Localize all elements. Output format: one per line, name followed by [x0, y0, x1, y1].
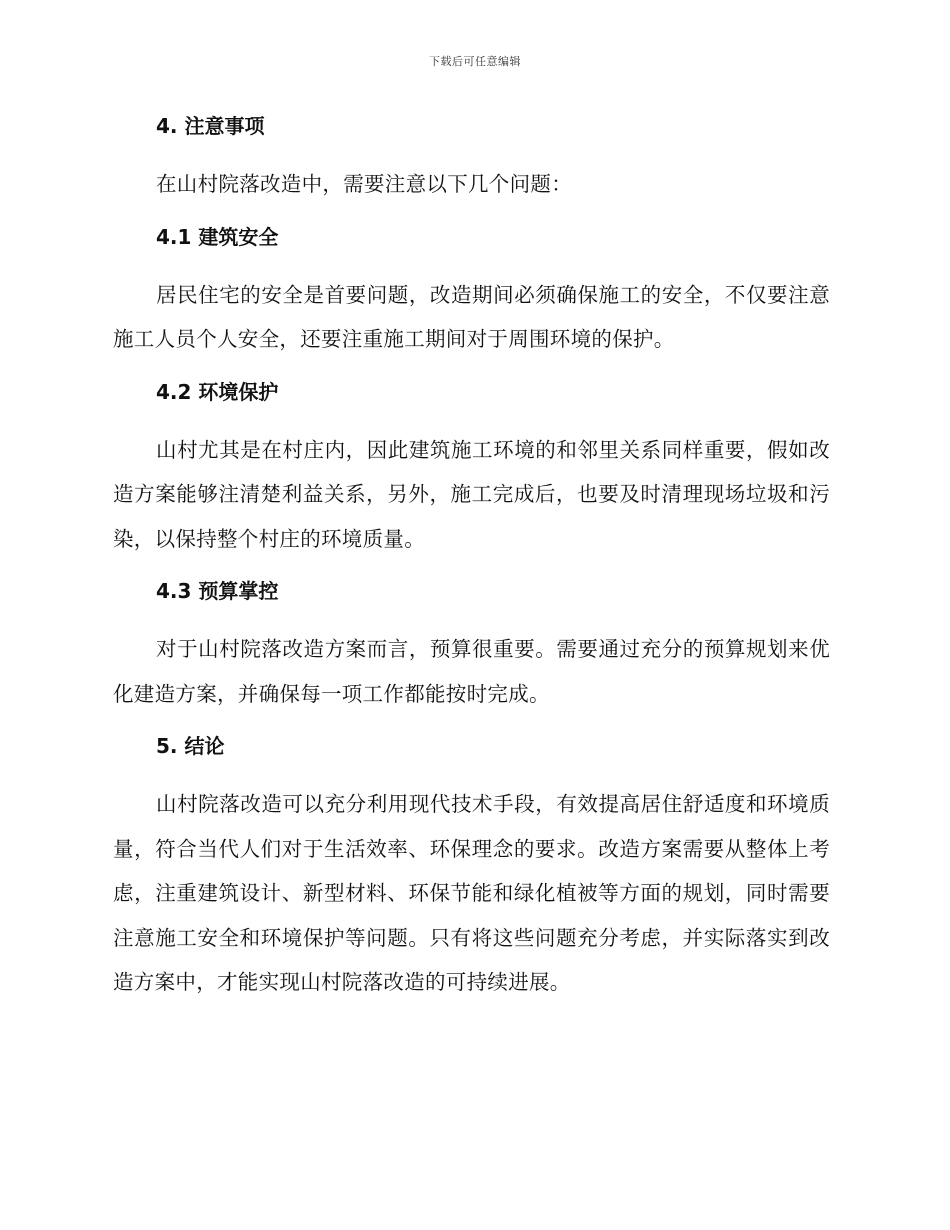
section-4-heading: 4. 注意事项 [156, 114, 265, 138]
section-4-1-body: 居民住宅的安全是首要问题，改造期间必须确保施工的安全，不仅要注意施工人员个人安全，还要注重施工期间对于周围环境的保护。 [113, 282, 830, 351]
section-4-intro: 在山村院落改造中，需要注意以下几个问题： [156, 172, 572, 196]
section-5-body: 山村院落改造可以充分利用现代技术手段，有效提高居住舒适度和环境质量，符合当代人们对于生活效率、环保理念的要求。改造方案需要从整体上考虑，注重建筑设计、新型材料、环保节能和绿化植被等方面的规划，同时需要注意施工安全和环境保护等问题。只有将这些问题充分考虑，并实际落实到改造方案中，才能实现山村院落改造的可持续进展。 [113, 792, 830, 994]
section-4-3-heading: 4.3 预算掌控 [156, 579, 279, 603]
page-header: 下载后可任意编辑 [429, 55, 521, 68]
section-4-2-body: 山村尤其是在村庄内，因此建筑施工环境的和邻里关系同样重要，假如改造方案能够注清楚利益关系，另外，施工完成后，也要及时清理现场垃圾和污染，以保持整个村庄的环境质量。 [113, 437, 830, 551]
document-body [113, 110, 830, 1005]
section-4-2-heading: 4.2 环境保护 [156, 379, 279, 404]
section-4-1-heading: 4.1 建筑安全 [156, 224, 279, 249]
section-4-3-body: 对于山村院落改造方案而言，预算很重要。需要通过充分的预算规划来优化建造方案，并确保每一项工作都能按时完成。 [113, 637, 830, 706]
section-5-heading: 5. 结论 [156, 734, 225, 758]
